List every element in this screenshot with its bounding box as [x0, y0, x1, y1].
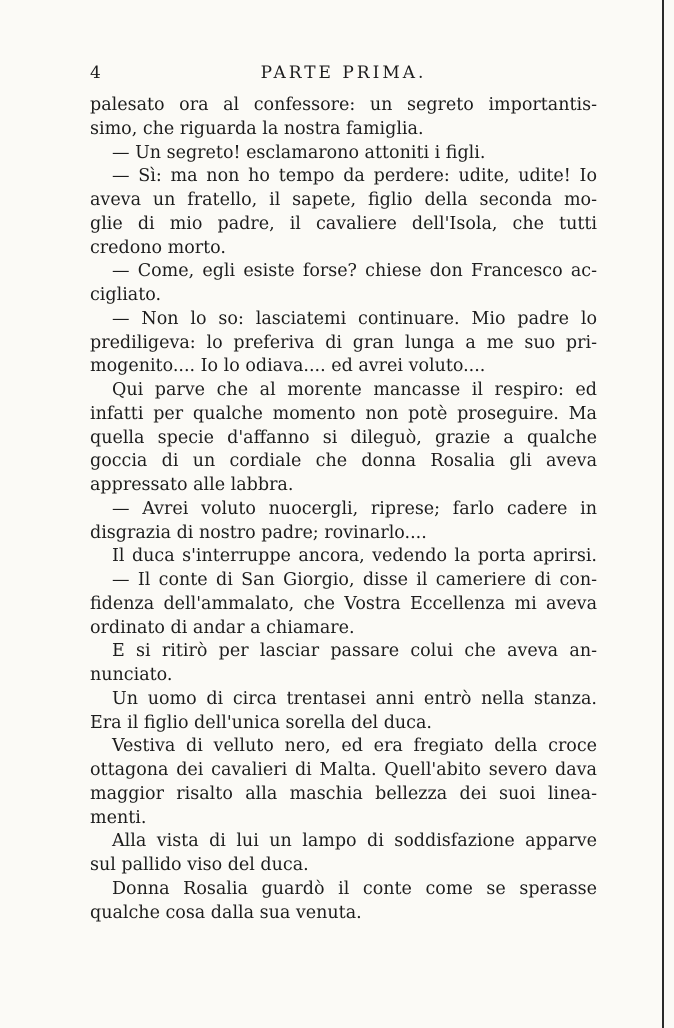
- text-line: credono morto.: [90, 237, 226, 258]
- text-line: fidenza dell'ammalato, che Vostra Eccellenza mi aveva: [90, 593, 597, 614]
- text-line: Qui parve che al morente mancasse il respiro: ed: [112, 380, 597, 400]
- text-line: nunciato.: [90, 665, 173, 685]
- body-text: [90, 94, 597, 925]
- text-line: simo, che riguarda la nostra famiglia.: [90, 118, 424, 139]
- text-line: — Sì: ma non ho tempo da perdere: udite, udite! Io: [112, 166, 597, 187]
- text-line: Il duca s'interruppe ancora, vedendo la porta aprirsi.: [112, 546, 597, 567]
- text-line: E si ritirò per lasciar passare colui che aveva an-: [112, 641, 597, 662]
- text-line: Vestiva di velluto nero, ed era fregiato della croce: [112, 736, 597, 757]
- text-line: glie di mio padre, il cavaliere dell'Isola, che tutti: [90, 213, 597, 234]
- text-line: disgrazia di nostro padre; rovinarlo....: [90, 522, 427, 543]
- running-title: PARTE PRIMA.: [260, 63, 427, 83]
- page-number: 4: [90, 63, 104, 83]
- text-line: maggior risalto alla maschia bellezza dei suoi linea-: [90, 783, 597, 804]
- page-header: [90, 63, 597, 87]
- text-line: — Un segreto! esclamarono attoniti i figli.: [112, 142, 486, 163]
- text-line: qualche cosa dalla sua venuta.: [90, 902, 362, 923]
- text-line: palesato ora al confessore: un segreto importantis-: [90, 95, 597, 115]
- text-line: appressato alle labbra.: [90, 475, 294, 495]
- text-line: Donna Rosalia guardò il conte come se sperasse: [112, 878, 597, 899]
- text-line: — Avrei voluto nuocergli, riprese; farlo cadere in: [112, 498, 597, 519]
- text-line: menti.: [90, 807, 147, 828]
- text-line: — Non lo so: lasciatemi continuare. Mio padre lo: [112, 308, 597, 329]
- text-line: ottagona dei cavalieri di Malta. Quell'abito severo dava: [90, 760, 597, 780]
- text-line: mogenito.... Io lo odiava.... ed avrei voluto....: [90, 356, 486, 377]
- page-edge-line: [662, 0, 664, 1028]
- text-line: aveva un fratello, il sapete, figlio della seconda mo-: [90, 190, 597, 210]
- text-line: quella specie d'affanno si dileguò, grazie a qualche: [90, 427, 597, 448]
- text-line: prediligeva: lo preferiva di gran lunga a me suo pri-: [90, 332, 597, 353]
- text-line: Alla vista di lui un lampo di soddisfazione apparve: [112, 831, 597, 852]
- text-line: infatti per qualche momento non potè proseguire. Ma: [90, 403, 597, 424]
- text-line: ordinato di andar a chiamare.: [90, 617, 355, 638]
- text-line: sul pallido viso del duca.: [90, 855, 309, 875]
- text-line: Un uomo di circa trentasei anni entrò nella stanza.: [112, 688, 597, 709]
- text-line: Era il figlio dell'unica sorella del duca.: [90, 712, 432, 733]
- text-line: — Il conte di San Giorgio, disse il cameriere di con-: [112, 570, 597, 590]
- text-line: goccia di un cordiale che donna Rosalia gli aveva: [90, 451, 597, 472]
- text-line: — Come, egli esiste forse? chiese don Francesco ac-: [112, 261, 597, 282]
- text-line: cigliato.: [90, 285, 162, 305]
